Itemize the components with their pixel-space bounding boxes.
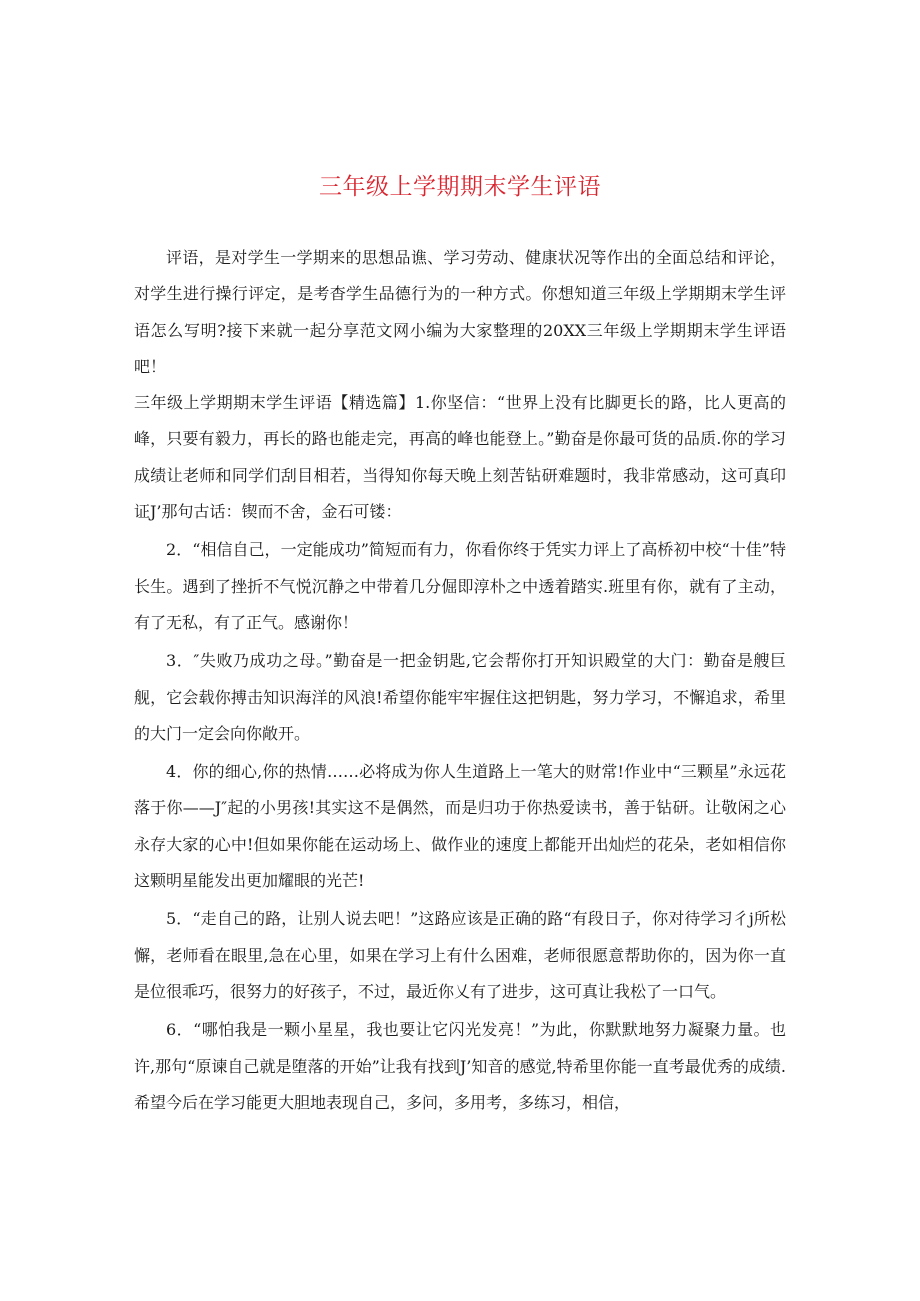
document-body [134,240,786,1121]
comment-paragraph-1: 三年级上学期期末学生评语【精选篇】1.你坚信：“世界上没有比脚更长的路，比人更高的峰，只要有毅力，再长的路也能走完，再高的峰也能登上。”勤奋是你最可货的品质.你的学习成绩让老师和同学们刮目相若，当得知你每天晚上刻苦钻研难题时，我非常感动，这可真印证J’那句古话：锲而不舍，金石可镂： [134,393,786,522]
comment-paragraph-4: 4．你的细心,你的热情……必将成为你人生道路上一笔大的财常!作业中“三颗星”永远花落于你——J″起的小男孩!其实这不是偶然，而是归功于你热爱读书，善于钻研。让敬闲之心永存大家的心中!但如果你能在运动场上、做作业的速度上都能开出灿烂的花朵，老如相信你这颗明星能发出更加耀眼的光芒! [134,762,786,891]
comment-paragraph-6: 6．“哪怕我是一颗小星星，我也要让它闪光发亮！”为此，你默默地努力凝聚力量。也许,那句“原谏自己就是堕落的开始”让我有找到J’知音的感觉,特希里你能一直考最优秀的成绩.希望今后在学习能更大胆地表现自己，多问，多用考，多练习，相信， [134,1020,786,1112]
comment-paragraph-2: 2．“相信自己，一定能成功”简短而有力，你看你终于凭实力评上了高桥初中校“十佳”特长生。遇到了挫折不气悦沉静之中带着几分倔即淳朴之中透着踏实.班里有你，就有了主动，有了无私，有了正气。感谢你！ [134,540,786,632]
comment-paragraph-3: 3．″失败乃成功之母。”勤奋是一把金钥匙,它会帮你打开知识殿堂的大门：勤奋是艘巨舰，它会载你搏击知识海洋的风浪!希望你能牢牢握住这把钥匙，努力学习，不懈追求，希里的大门一定会向你敞开。 [134,651,786,743]
comment-paragraph-5: 5．“走自己的路，让别人说去吧！”这路应该是正确的路“有段日子，你对待学习彳j所松懈，老师看在眼里,急在心里，如果在学习上有什么困难，老师很愿意帮助你的，因为你一直是位很乖巧，很努力的好孩子，不过，最近你乂有了进步，这可真让我松了一口气。 [134,909,786,1001]
intro-paragraph: 评语，是对学生一学期来的思想品谯、学习劳动、健康状况等作出的全面总结和评论，对学生进行操行评定，是考杳学生品德行为的一种方式。你想知道三年级上学期期末学生评语怎么写明?接下来就一起分享范文网小编为大家整理的20XX三年级上学期期末学生评语吧！ [134,248,786,376]
document-title: 三年级上学期期末学生评语 [319,174,601,200]
